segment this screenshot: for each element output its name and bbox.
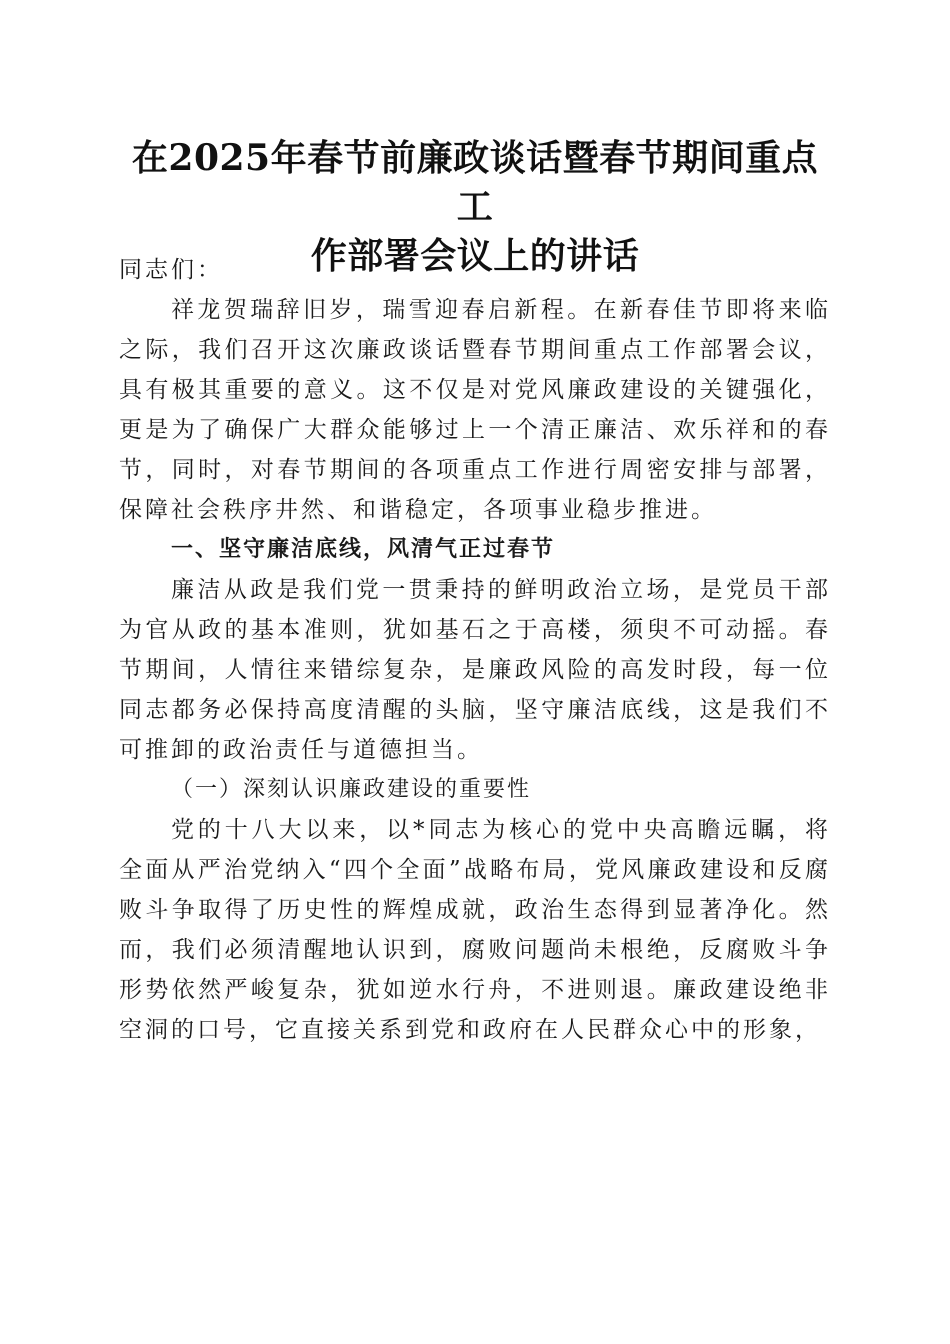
paragraph-opening: 祥龙贺瑞辞旧岁，瑞雪迎春启新程。在新春佳节即将来临之际，我们召开这次廉政谈话暨春节期间重点工作部署会议，具有极其重要的意义。这不仅是对党风廉政建设的关键强化，更是为了确保广大群众能够过上一个清正廉洁、欢乐祥和的春节，同时，对春节期间的各项重点工作进行周密安排与部署，保障社会秩序井然、和谐稳定，各项事业稳步推进。 (119, 297, 831, 523)
section-heading-1: 一、坚守廉洁底线，风清气正过春节 (171, 537, 556, 562)
document-body (119, 250, 831, 1050)
paragraph-section-1: 廉洁从政是我们党一贯秉持的鲜明政治立场，是党员干部为官从政的基本准则，犹如基石之于高楼，须臾不可动摇。春节期间，人情往来错综复杂，是廉政风险的高发时段，每一位同志都务必保持高度清醒的头脑，坚守廉洁底线，这是我们不可推卸的政治责任与道德担当。 (119, 577, 831, 763)
title-line-2: 作部署会议上的讲话 (310, 235, 640, 277)
title-line-1: 在2025年春节前廉政谈话暨春节期间重点工 (131, 137, 819, 228)
paragraph-subsection-1: 党的十八大以来，以*同志为核心的党中央高瞻远瞩，将全面从严治党纳入“四个全面”战略布局，党风廉政建设和反腐败斗争取得了历史性的辉煌成就，政治生态得到显著净化。然而，我们必须清醒地认识到，腐败问题尚未根绝，反腐败斗争形势依然严峻复杂，犹如逆水行舟，不进则退。廉政建设绝非空洞的口号，它直接关系到党和政府在人民群众心中的形象， (119, 817, 831, 1043)
salutation: 同志们： (119, 257, 223, 283)
subsection-heading-1: （一）深刻认识廉政建设的重要性 (171, 777, 532, 802)
